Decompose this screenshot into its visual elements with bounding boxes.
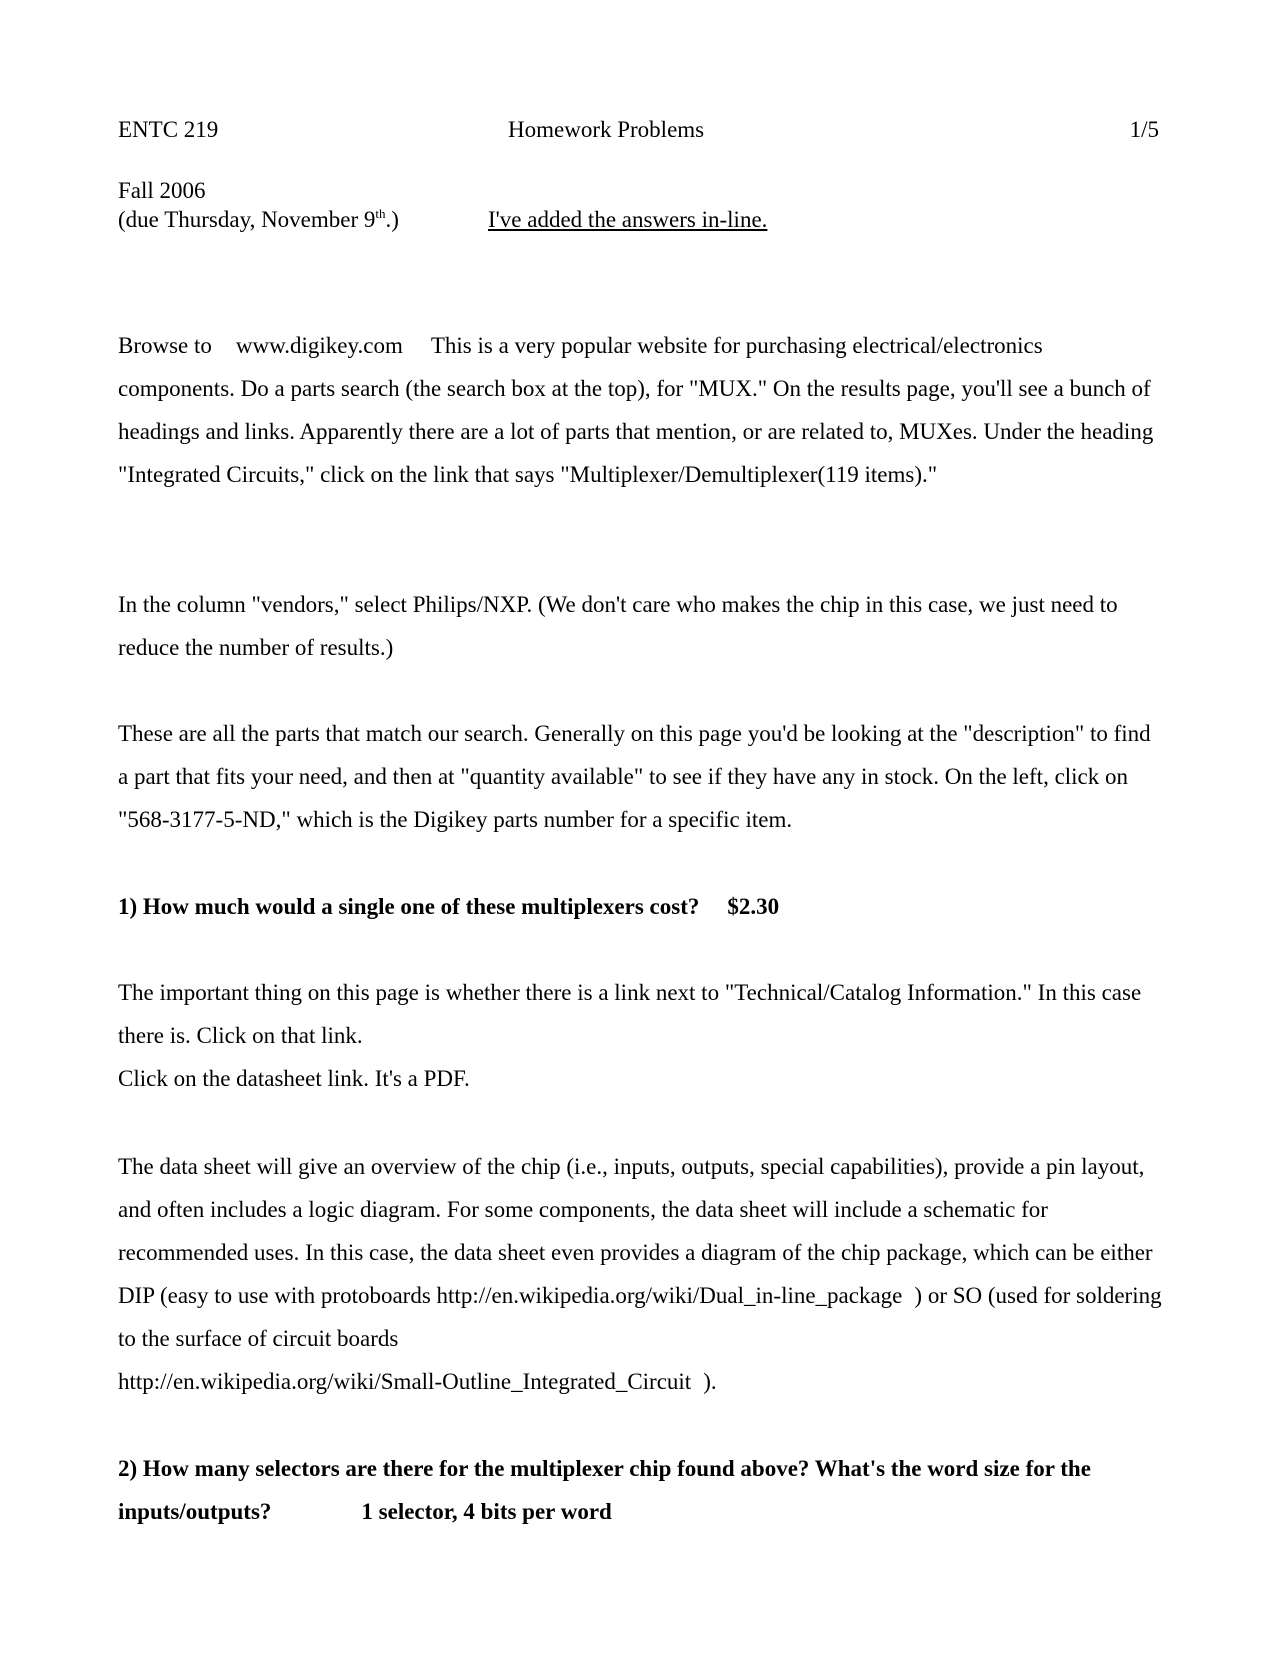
paragraph-vendors: In the column "vendors," select Philips/NXP. (We don't care who makes the chip in this case, we just need to reduce the number of results.) xyxy=(118,592,1118,660)
term-label: Fall 2006 xyxy=(118,178,206,203)
technical-text: The important thing on this page is whether there is a link next to "Technical/Catalog Information." In this case there is. Click on that link. xyxy=(118,980,1142,1048)
browse-text: This is a very popular website for purchasing electrical/electronics components. Do a parts search (the search box at the top), for "MUX." On the results page, you'll see a bunch of headings and links. Apparently there are a lot of parts that mention, or are related to, MUXes. Under the heading "Integrated Circuits," click on the link that says "Multiplexer/Demultiplexer(119 items)." xyxy=(118,333,1154,487)
datasheet-so-text: ) or SO (used for soldering to the surface of circuit boards xyxy=(118,1283,1162,1351)
browse-label: Browse to xyxy=(118,333,212,358)
datasheet-closing: ). xyxy=(703,1369,717,1394)
due-prefix: (due Thursday, November 9 xyxy=(118,207,376,232)
paragraph-browse xyxy=(118,324,1162,496)
due-date xyxy=(118,206,399,234)
question-1-answer: $2.30 xyxy=(727,894,780,919)
datasheet-overview: The data sheet will give an overview of the chip (i.e., inputs, outputs, special capabilities), provide a pin layout, and often includes a logic diagram. For some components, the data sheet will include a schematic for recommended uses. In this case, the data sheet even provides a diagram of the chip package, which can be either DIP (easy to use with protoboards http://en.wikipedia.org/wiki/Dual_in-line_package xyxy=(118,1154,1153,1308)
paragraph-parts: These are all the parts that match our search. Generally on this page you'd be looking at the "description" to find a part that fits your need, and then at "quantity available" to see if they have any in stock. On the left, click on "568-3177-5-ND," which is the Digikey parts number for a specific item. xyxy=(118,721,1151,832)
page-number: 1/5 xyxy=(1129,117,1159,142)
paragraph-datasheet xyxy=(118,1145,1162,1403)
due-suffix-sup: th xyxy=(375,206,386,221)
question-1 xyxy=(118,885,1162,928)
question-2 xyxy=(118,1447,1162,1533)
course-code: ENTC 219 xyxy=(118,117,219,142)
question-1-text: 1) How much would a single one of these multiplexers cost? xyxy=(118,894,700,919)
due-suffix: .) xyxy=(385,207,399,232)
document-title: Homework Problems xyxy=(508,117,705,142)
question-2-answer: 1 selector, 4 bits per word xyxy=(361,1499,612,1524)
digikey-url: www.digikey.com xyxy=(235,333,403,358)
question-2-text: 2) How many selectors are there for the multiplexer chip found above? What's the word size for the inputs/outputs? xyxy=(118,1456,1091,1524)
soic-url: http://en.wikipedia.org/wiki/Small-Outline_Integrated_Circuit xyxy=(118,1369,692,1394)
datasheet-text: Click on the datasheet link. It's a PDF. xyxy=(118,1066,470,1091)
paragraph-technical xyxy=(118,971,1162,1100)
answers-note: I've added the answers in-line. xyxy=(488,207,768,232)
